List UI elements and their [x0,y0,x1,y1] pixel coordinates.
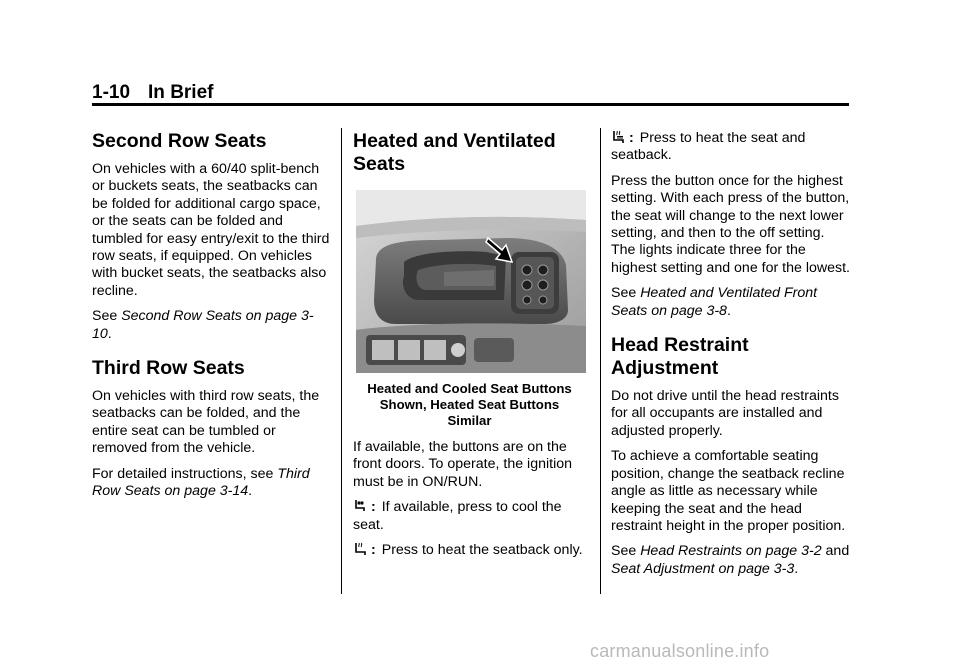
column-divider-2 [600,128,601,594]
head-restraint-para-2: To achieve a comfortable seating position, change the seatback recline angle as little as necessary while keeping the seat and the head restraint height in the proper position. [611,448,846,534]
heading-third-row-seats: Third Row Seats [92,357,245,380]
second-row-see [92,308,330,343]
photo-caption [353,381,586,429]
caption-line-3: Similar [447,413,492,428]
heated-seat-seatback-item [611,130,851,165]
see-suffix: . [794,560,799,577]
heated-seat-seatback-text: Press to heat the seat and seatback. [611,130,806,164]
colon: : [371,499,376,516]
second-row-see-link[interactable]: Second Row Seats on page 3-10 [92,308,314,342]
heated-seatback-item [353,542,586,559]
heated-seats-intro: If available, the buttons are on the front doors. To operate, the ignition must be in ON/RUN. [353,439,572,490]
see-and: and [821,543,850,560]
colon: : [371,542,376,559]
column-3 [611,130,851,586]
press-button-para: Press the button once for the highest setting. With each press of the button, the seat will change to the next lower setting, and then to the off setting. The lights indicate three for the highest setting and one for the lowest. [611,172,850,276]
heading-heated-ventilated-seats: Heated and Ventilated Seats [353,130,556,175]
see-prefix: For detailed instructions, see [92,465,278,482]
caption-line-1: Heated and Cooled Seat Buttons [367,381,572,396]
seat-adjustment-link[interactable]: Seat Adjustment on page 3-3 [611,560,795,577]
third-row-body: On vehicles with third row seats, the seatbacks can be folded, and the entire seat can be tumbled or removed from the vehicle. [92,388,320,457]
page-header [92,82,849,104]
header-rule [92,103,849,106]
second-row-body: On vehicles with a 60/40 split-bench or buckets seats, the seatbacks can be folded for additional cargo space, or the seats can be folded and tumbled for easy entry/exit to the third row seats, if equipped. On vehicles with bucket seats, the seatbacks also recline. [92,161,330,299]
see-suffix: . [248,483,253,500]
cooled-seat-icon [353,499,367,513]
see-prefix: See [611,285,641,302]
heated-seats-see-link[interactable]: Heated and Ventilated Front Seats on page 3-8 [611,285,818,319]
see-suffix: . [726,302,731,319]
column-divider-1 [341,128,342,594]
see-prefix: See [611,543,641,560]
heated-seats-see [611,285,851,320]
cooled-seat-text: If available, press to cool the seat. [353,499,562,533]
caption-line-2: Shown, Heated Seat Buttons [379,397,560,412]
column-1 [92,130,330,509]
third-row-see [92,466,330,501]
head-restraints-link[interactable]: Head Restraints on page 3-2 [640,543,822,560]
heading-head-restraint-adjustment: Head Restraint Adjustment [611,334,749,380]
third-row-see-link[interactable]: Third Row Seats on page 3-14 [92,465,310,500]
section-title: In Brief [148,82,214,103]
cooled-seat-item [353,499,586,534]
watermark: carmanualsonline.info [590,641,770,661]
page-number: 1-10 [92,82,131,103]
heated-seat-and-seatback-icon [611,130,625,144]
head-restraint-see [611,543,851,578]
see-suffix: . [107,325,112,342]
heated-seatback-text: Press to heat the seatback only. [381,542,583,559]
door-seat-buttons-photo [356,190,586,373]
see-prefix: See [92,308,122,325]
head-restraint-para-1: Do not drive until the head restraints for all occupants are installed and adjusted properly. [611,388,839,439]
colon: : [629,130,634,146]
heading-second-row-seats: Second Row Seats [92,130,267,152]
heated-seatback-icon [353,542,367,556]
column-2 [353,130,586,567]
